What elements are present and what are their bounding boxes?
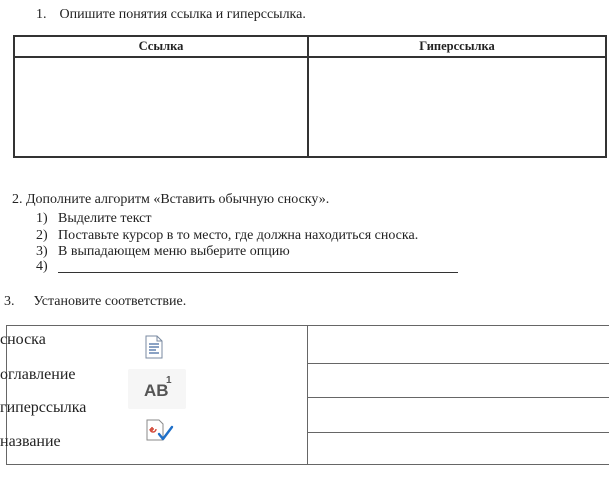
option-hyperlink: гиперссылка xyxy=(0,399,87,416)
step-4 xyxy=(36,259,58,275)
question-3-number: 3. xyxy=(4,294,15,309)
step-2-text: Поставьте курсор в то место, где должна находиться сноска. xyxy=(58,228,419,243)
step-1-text: Выделите текст xyxy=(58,211,152,226)
step-4-number: 4) xyxy=(36,259,48,274)
question-3 xyxy=(4,294,186,310)
step-1-number: 1) xyxy=(36,211,48,226)
matching-table xyxy=(6,325,609,465)
check-document-icon xyxy=(145,418,175,444)
step-4-answer-line[interactable] xyxy=(58,272,458,273)
definitions-table xyxy=(13,35,607,158)
footnote-ab-text: AB xyxy=(144,381,169,400)
question-1 xyxy=(36,7,306,23)
step-3-text: В выпадающем меню выберите опцию xyxy=(58,244,290,259)
question-2-text: 2. Дополните алгоритм «Вставить обычную сноску». xyxy=(12,192,330,207)
step-2-number: 2) xyxy=(36,228,48,243)
step-2 xyxy=(36,228,418,244)
question-1-text: Опишите понятия ссылка и гиперссылка. xyxy=(59,7,306,22)
matching-row-2 xyxy=(308,364,609,398)
step-3 xyxy=(36,244,290,260)
header-hyperlink: Гиперссылка xyxy=(419,39,495,53)
question-1-number: 1. xyxy=(36,7,47,22)
matching-row-1 xyxy=(308,326,609,364)
footnote-ab-icon xyxy=(128,369,186,409)
option-footnote: сноска xyxy=(0,331,46,348)
option-toc: оглавление xyxy=(0,366,76,383)
step-3-number: 3) xyxy=(36,244,48,259)
definitions-table-divider xyxy=(307,37,309,156)
document-lines-icon xyxy=(145,335,163,359)
matching-row-3 xyxy=(308,398,609,433)
option-caption: название xyxy=(0,433,61,450)
question-3-text: Установите соответствие. xyxy=(33,294,187,309)
step-1 xyxy=(36,211,152,227)
header-link: Ссылка xyxy=(138,39,184,53)
footnote-superscript: 1 xyxy=(166,375,172,386)
